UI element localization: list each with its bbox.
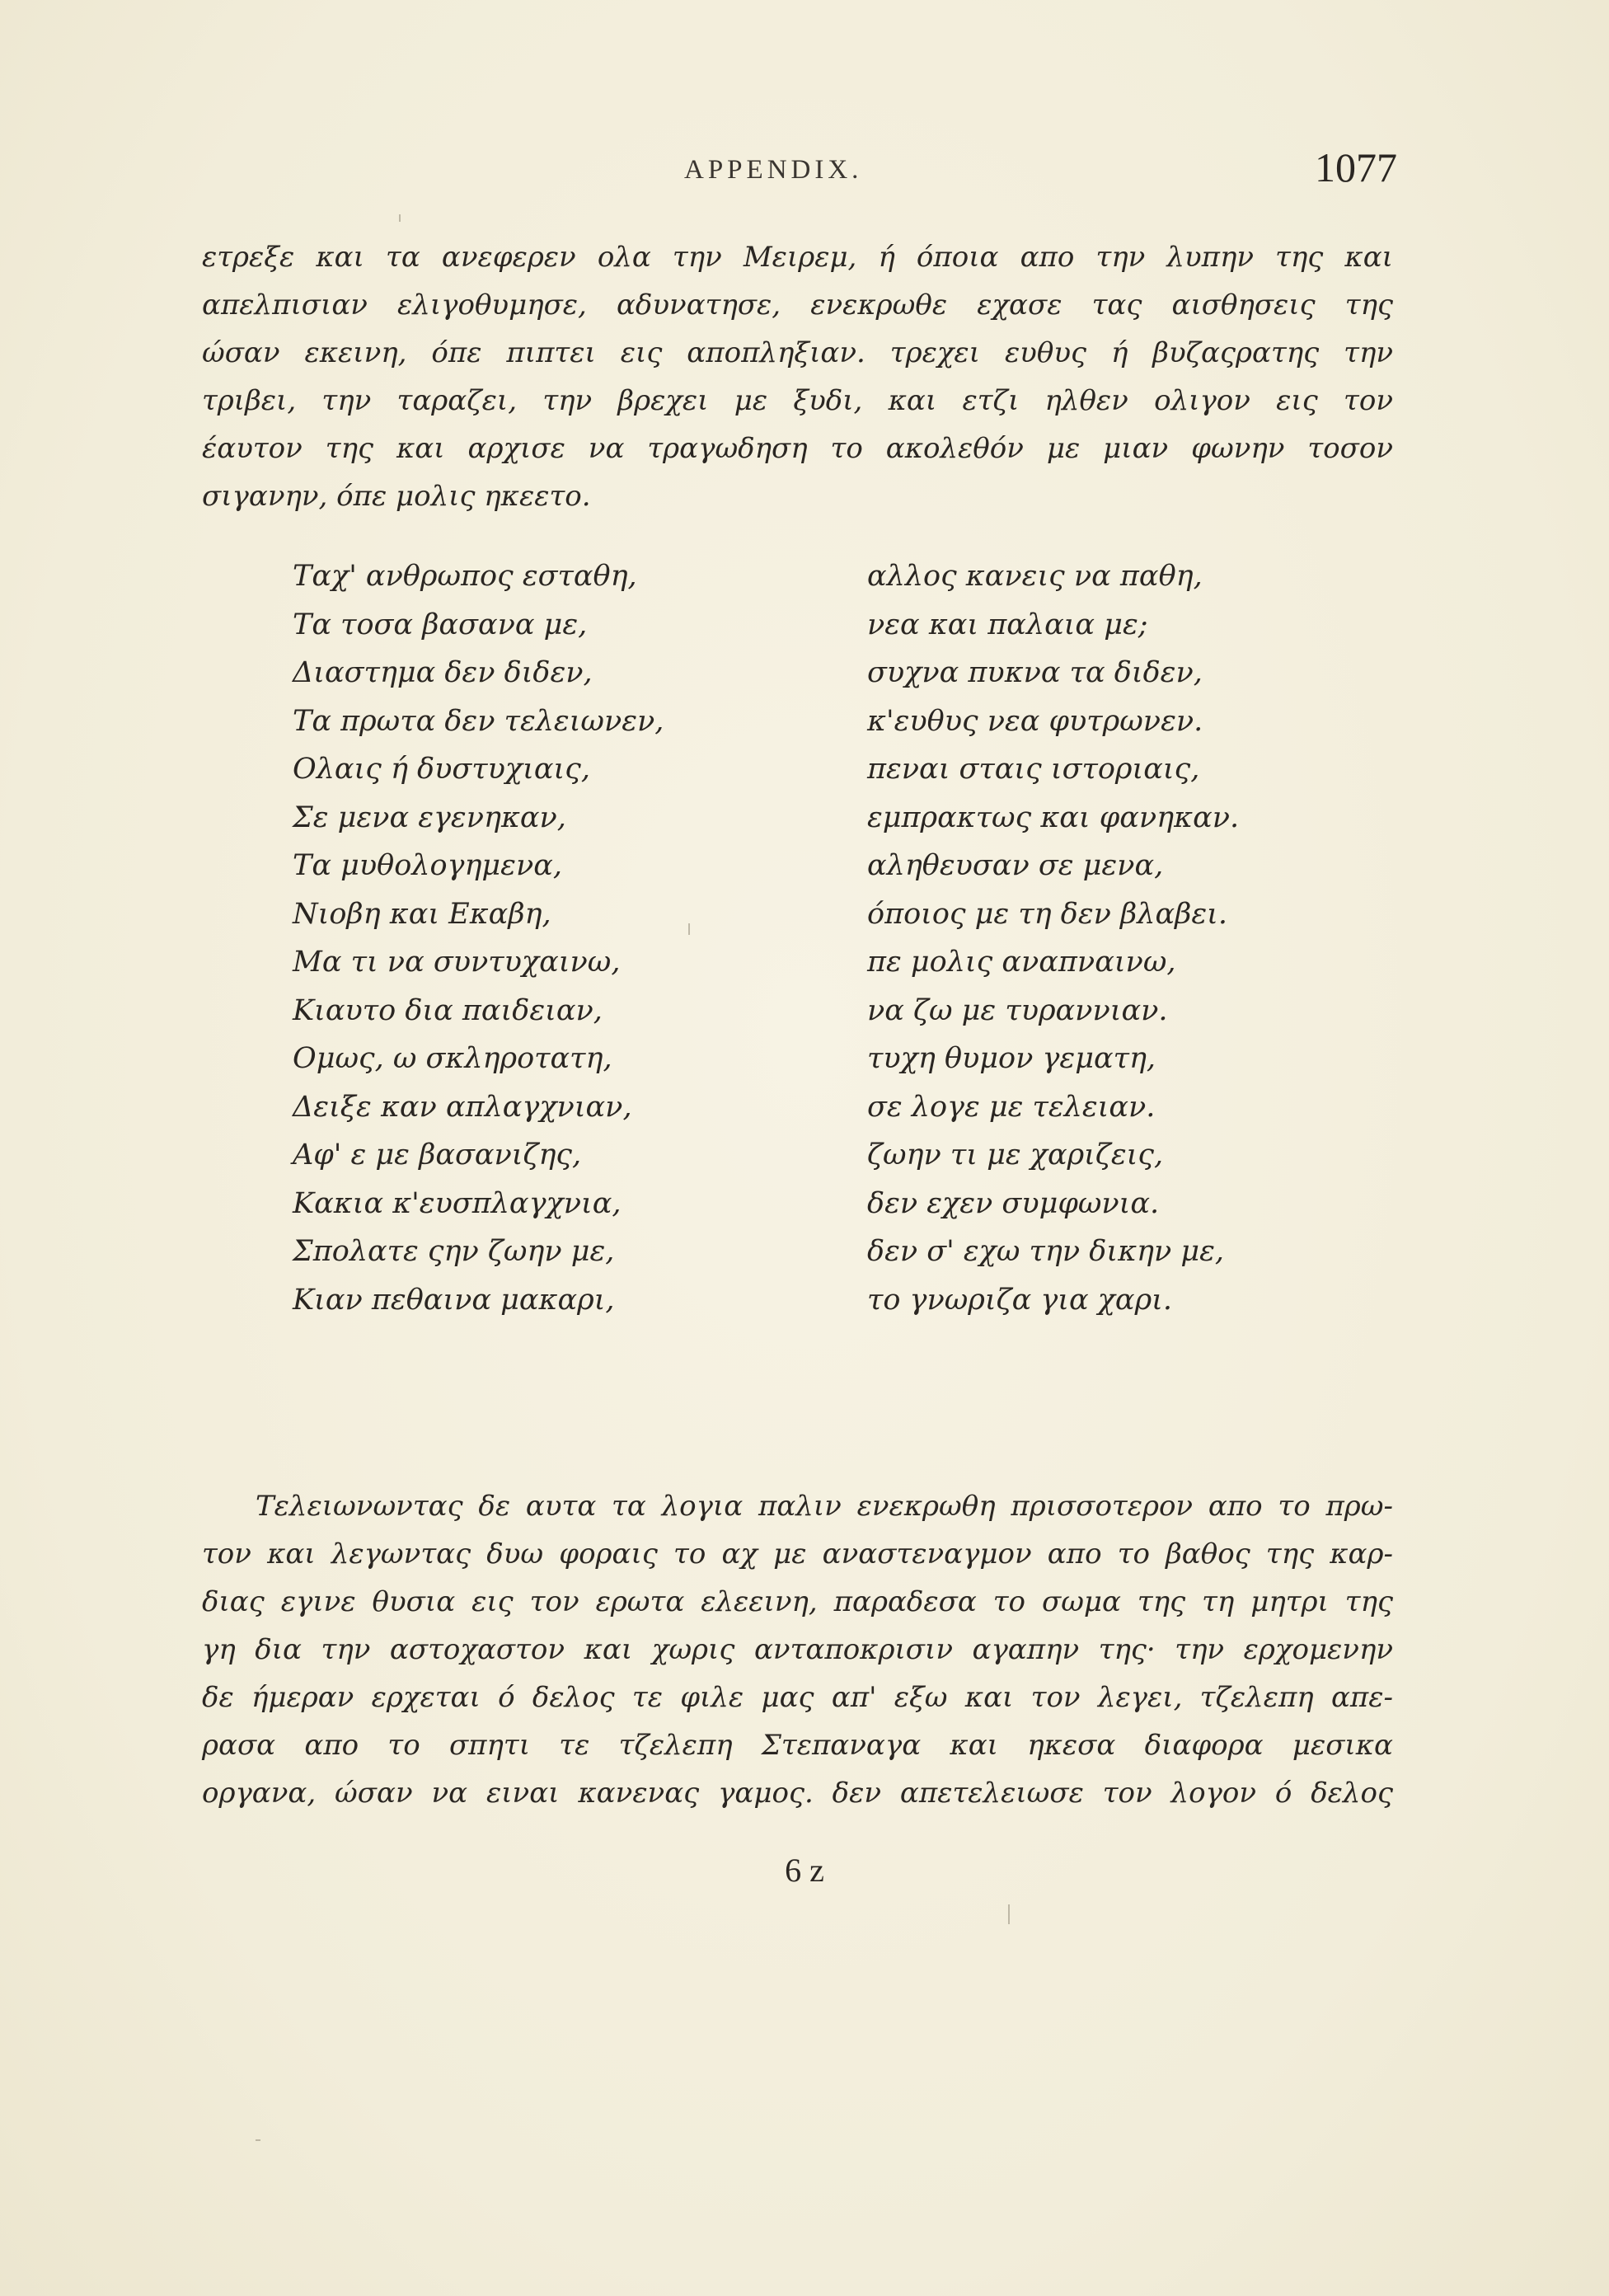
prose-paragraph-bottom <box>202 1482 1393 1817</box>
verse-right: τυχη θυμον γεματη, <box>867 1042 1156 1075</box>
poem-verse <box>293 1180 1364 1228</box>
verse-left: Διαστημα δεν διδεν, <box>293 656 593 689</box>
poem <box>293 552 1364 1324</box>
poem-verse <box>293 890 1364 939</box>
prose-line: ετρεξε και τα ανεφερεν ολα την Μειρεμ, ή όποια απο την λυπην της και <box>202 241 1393 274</box>
poem-verse <box>293 697 1364 746</box>
verse-right: αλλος κανεις να παθη, <box>867 560 1203 593</box>
prose-line: δε ήμεραν ερχεται ό δελος τε φιλε μας απ' εξω και τον λεγει, τζελεπη απε- <box>202 1681 1393 1714</box>
verse-right: αληθευσαν σε μενα, <box>867 849 1164 882</box>
verse-left: Μα τι να συντυχαινω, <box>293 946 621 979</box>
verse-left: Ολαις ή δυστυχιαις, <box>293 753 590 786</box>
poem-verse <box>293 601 1364 650</box>
verse-right: πε μολις αναπναινω, <box>867 946 1176 979</box>
verse-left: Κιαυτο δια παιδειαν, <box>293 993 603 1027</box>
verse-left: Τα πρωτα δεν τελειωνεν, <box>293 704 664 738</box>
verse-left: Τα τοσα βασανα με, <box>293 608 588 641</box>
verse-left: Αφ' ε με βασανιζης, <box>293 1139 582 1171</box>
verse-right: ζωην τι με χαριζεις, <box>867 1139 1164 1171</box>
prose-line: γη δια την αστοχαστον και χωρις ανταποκρισιν αγαπην της· την ερχομενην <box>202 1633 1393 1666</box>
verse-left: Τα μυθολογημενα, <box>293 849 562 882</box>
verse-left: Σπολατε ςην ζωην με, <box>293 1235 615 1268</box>
poem-verse <box>293 1276 1364 1325</box>
prose-line: σιγανην, όπε μολις ηκεετο. <box>202 480 591 513</box>
prose-line: διας εγινε θυσια εις τον ερωτα ελεεινη, παραδεσα το σωμα της τη μητρι της <box>202 1585 1393 1618</box>
verse-right: νεα και παλαια με; <box>867 608 1148 641</box>
ink-speck <box>1008 1904 1010 1924</box>
poem-verse <box>293 552 1364 601</box>
verse-right: εμπρακτως και φανηκαν. <box>867 801 1240 834</box>
verse-left: Σε μενα εγενηκαν, <box>293 801 566 834</box>
verse-right: πεναι σταις ιστοριαις, <box>867 753 1200 786</box>
verse-left: Ομως, ω σκληροτατη, <box>293 1042 612 1075</box>
verse-right: κ'ευθυς νεα φυτρωνεν. <box>867 704 1203 738</box>
verse-left: Νιοβη και Εκαβη, <box>293 897 551 931</box>
poem-verse <box>293 842 1364 890</box>
signature-mark: 6 z <box>785 1852 824 1889</box>
poem-verse <box>293 1131 1364 1180</box>
verse-right: όποιος με τη δεν βλαβει. <box>867 897 1227 931</box>
poem-verse <box>293 987 1364 1035</box>
verse-right: σε λογε με τελειαν. <box>867 1090 1156 1124</box>
poem-verse <box>293 1035 1364 1083</box>
poem-verse <box>293 649 1364 697</box>
page-number: 1077 <box>1315 144 1397 190</box>
verse-right: συχνα πυκνα τα διδεν, <box>867 656 1203 689</box>
poem-verse <box>293 794 1364 843</box>
verse-left: Κακια κ'ευσπλαγχνια, <box>293 1186 622 1220</box>
verse-right: να ζω με τυραννιαν. <box>867 993 1168 1027</box>
prose-line: απελπισιαν ελιγοθυμησε, αδυνατησε, ενεκρωθε εχασε τας αισθησεις της <box>202 289 1393 322</box>
poem-verse <box>293 1083 1364 1132</box>
prose-line: ρασα απο το σπητι τε τζελεπη Στεπαναγα και ηκεσα διαφορα μεσικα <box>202 1729 1393 1762</box>
verse-left: Ταχ' ανθρωπος εσταθη, <box>293 560 637 593</box>
verse-right: το γνωριζα για χαρι. <box>867 1283 1172 1317</box>
prose-line: τριβει, την ταραζει, την βρεχει με ξυδι, και ετζι ηλθεν ολιγον εις τον <box>202 384 1393 417</box>
verse-right: δεν σ' εχω την δικην με, <box>867 1235 1225 1268</box>
prose-line: έαυτον της και αρχισε να τραγωδηση το ακολεθόν με μιαν φωνην τοσον <box>202 432 1393 465</box>
ink-speck <box>399 214 401 222</box>
verse-right: δεν εχεν συμφωνια. <box>867 1186 1160 1220</box>
prose-line: τον και λεγωντας δυω φοραις το αχ με αναστεναγμον απο το βαθος της καρ- <box>202 1538 1393 1571</box>
prose-line: ώσαν εκεινη, όπε πιπτει εις αποπληξιαν. τρεχει ευθυς ή βυζαςρατης την <box>202 336 1393 369</box>
prose-line: οργανα, ώσαν να ειναι κανενας γαμος. δεν απετελειωσε τον λογον ό δελος <box>202 1777 1393 1810</box>
verse-left: Δειξε καν απλαγχνιαν, <box>293 1090 632 1124</box>
ink-speck <box>688 923 690 935</box>
poem-verse <box>293 1228 1364 1276</box>
prose-line: Τελειωνωντας δε αυτα τα λογια παλιν ενεκρωθη πρισσοτερον απο το πρω- <box>256 1490 1393 1523</box>
ink-speck <box>256 2139 260 2141</box>
poem-verse <box>293 938 1364 987</box>
page-header <box>202 144 1397 196</box>
poem-verse <box>293 745 1364 794</box>
prose-paragraph-top <box>202 233 1393 520</box>
running-head: APPENDIX. <box>684 155 863 185</box>
verse-left: Κιαν πεθαινα μακαρι, <box>293 1283 615 1317</box>
